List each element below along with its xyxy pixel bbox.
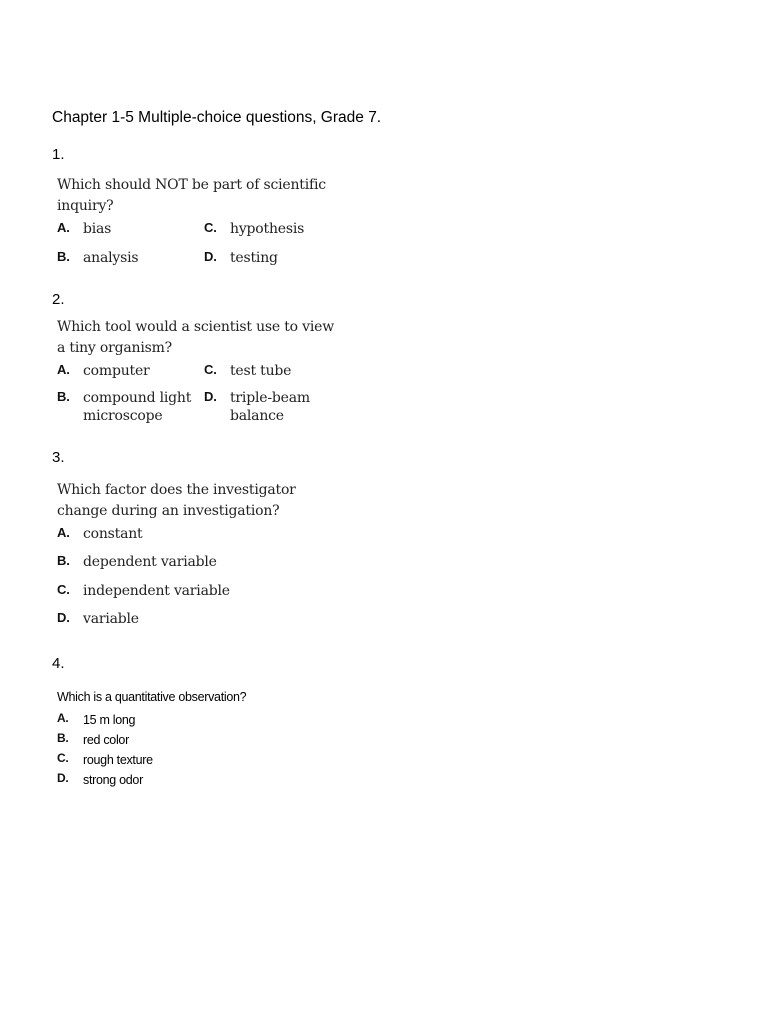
question-1-number: 1.	[52, 146, 65, 163]
option-letter: A.	[57, 525, 70, 540]
question-2-option-c[interactable]	[204, 362, 291, 380]
option-letter: B.	[57, 389, 70, 404]
option-letter: A.	[57, 711, 69, 725]
option-letter: D.	[57, 610, 70, 625]
option-text: independent variable	[83, 583, 230, 599]
option-text: test tube	[230, 363, 292, 379]
option-text: dependent variable	[83, 554, 217, 570]
option-text: variable	[83, 611, 139, 627]
question-2-option-a[interactable]	[57, 362, 150, 380]
option-text: hypothesis	[230, 221, 305, 237]
question-1-option-b[interactable]	[57, 249, 138, 267]
option-text: compound light microscope	[83, 390, 192, 424]
question-2-option-d[interactable]	[204, 389, 320, 425]
question-1-option-a[interactable]	[57, 220, 111, 238]
option-letter: A.	[57, 362, 70, 377]
question-1-stem: Which should NOT be part of scientific inquiry?	[57, 177, 326, 214]
question-4-option-c[interactable]	[57, 751, 153, 769]
question-4-number: 4.	[52, 655, 65, 672]
option-text: red color	[83, 733, 129, 747]
question-1-option-c[interactable]	[204, 220, 304, 238]
question-1-option-d[interactable]	[204, 249, 278, 267]
option-letter: C.	[204, 362, 217, 377]
option-text: computer	[83, 363, 150, 379]
option-letter: B.	[57, 553, 70, 568]
option-text: constant	[83, 526, 143, 542]
question-2-number: 2.	[52, 291, 65, 308]
option-text: bias	[83, 221, 112, 237]
question-3-option-b[interactable]	[57, 553, 217, 571]
option-text: testing	[230, 250, 278, 266]
question-2-stem: Which tool would a scientist use to view a tiny organism?	[57, 319, 334, 356]
question-4-option-a[interactable]	[57, 711, 135, 729]
option-letter: C.	[57, 751, 69, 765]
question-4-option-b[interactable]	[57, 731, 129, 749]
option-letter: B.	[57, 249, 70, 264]
option-letter: D.	[204, 249, 217, 264]
question-4-stem: Which is a quantitative observation?	[57, 690, 247, 704]
option-text: strong odor	[83, 773, 143, 787]
option-letter: A.	[57, 220, 70, 235]
question-4-option-d[interactable]	[57, 771, 143, 789]
option-text: triple-beam balance	[230, 390, 310, 424]
page-title: Chapter 1-5 Multiple-choice questions, Grade 7.	[52, 109, 382, 126]
option-letter: C.	[204, 220, 217, 235]
option-letter: C.	[57, 582, 70, 597]
question-3-stem: Which factor does the investigator change during an investigation?	[57, 482, 296, 519]
option-letter: B.	[57, 731, 69, 745]
option-letter: D.	[57, 771, 69, 785]
question-3-option-c[interactable]	[57, 582, 230, 600]
option-text: rough texture	[83, 753, 153, 767]
question-3-number: 3.	[52, 449, 65, 466]
question-3-option-d[interactable]	[57, 610, 139, 628]
option-text: analysis	[83, 250, 139, 266]
option-text: 15 m long	[83, 713, 136, 727]
option-letter: D.	[204, 389, 217, 404]
question-2-option-b[interactable]	[57, 389, 193, 425]
question-3-option-a[interactable]	[57, 525, 143, 543]
